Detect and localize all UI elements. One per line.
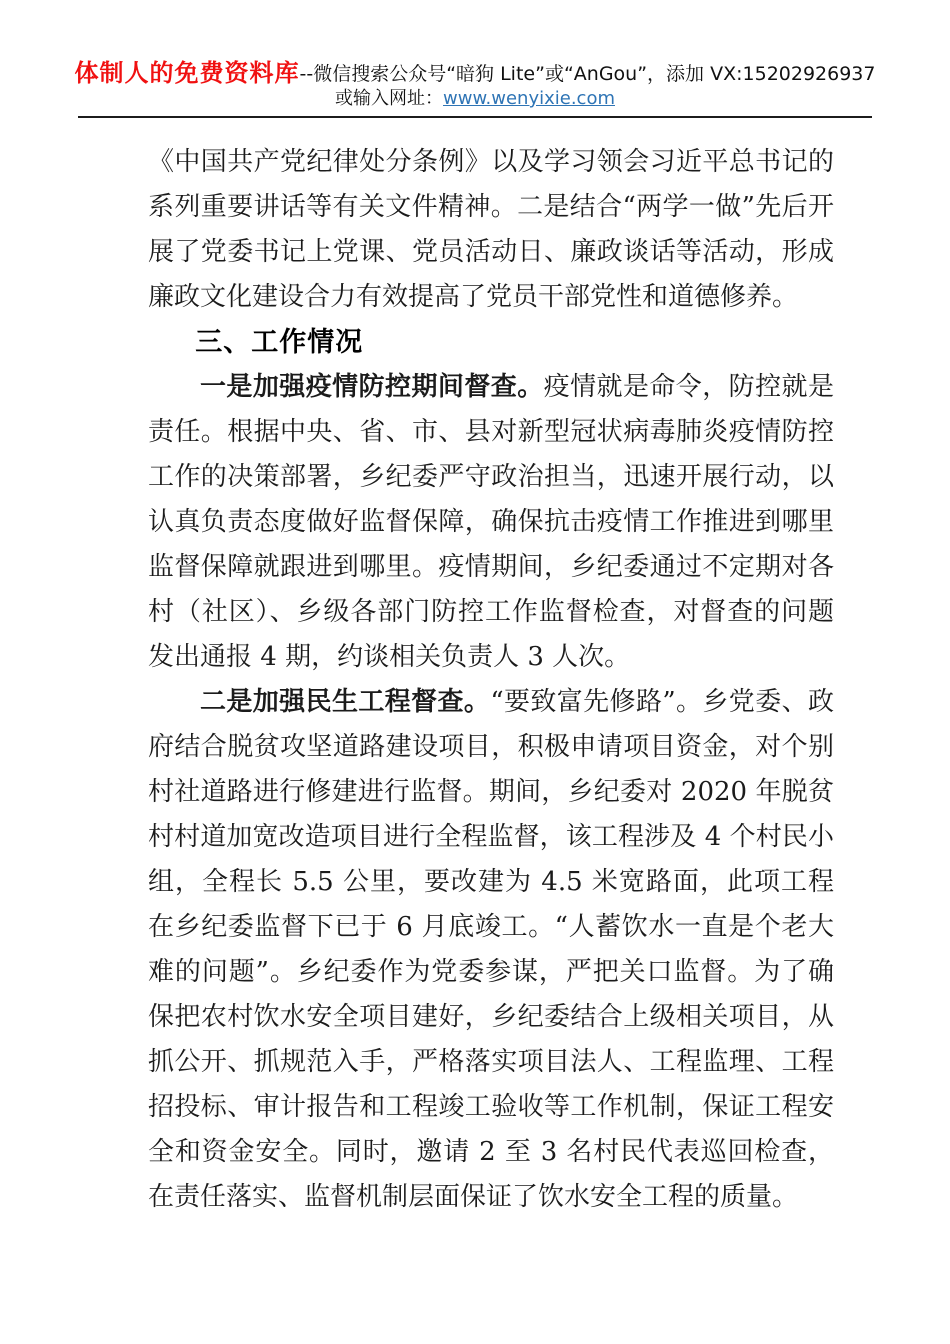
promo-header-line1: [0, 60, 950, 87]
wechat-note: --微信搜索公众号“暗狗 Lite”或“AnGou”，添加 VX:15202926937: [299, 63, 876, 85]
website-link[interactable]: www.wenyixie.com: [443, 88, 615, 109]
paragraph-lead-livelihood: 二是加强民生工程督查。: [200, 687, 491, 717]
paragraph-livelihood-supervision: [148, 680, 834, 1220]
document-body: [148, 140, 834, 1220]
brand-title: 体制人的免费资料库: [74, 59, 300, 87]
website-label: 或输入网址：: [335, 88, 443, 109]
paragraph-continuation: 《中国共产党纪律处分条例》以及学习领会习近平总书记的系列重要讲话等有关文件精神。二是结合“两学一做”先后开展了党委书记上党课、党员活动日、廉政谈话等活动，形成廉政文化建设合力有效提高了党员干部党性和道德修养。: [148, 147, 834, 312]
paragraph-text-livelihood: “要致富先修路”。乡党委、政府结合脱贫攻坚道路建设项目，积极申请项目资金，对个别村社道路进行修建进行监督。期间，乡纪委对 2020 年脱贫村村道加宽改造项目进行全程监督，该工程涉及 4 个村民小组，全程长 5.5 公里，要改建为 4.5 米宽路面，此项工程在乡纪委监督下已于 6 月底竣工。“人蓄饮水一直是个老大难的问题”。乡纪委作为党委参谋，严把关口监督。为了确保把农村饮水安全项目建好，乡纪委结合上级相关项目，从抓公开、抓规范入手，严格落实项目法人、工程监理、工程招投标、审计报告和工程竣工验收等工作机制，保证工程安全和资金安全。同时，邀请 2 至 3 名村民代表巡回检查，在责任落实、监督机制层面保证了饮水安全工程的质量。: [148, 687, 834, 1212]
promo-header: [0, 0, 950, 118]
promo-header-line2: [0, 88, 950, 110]
paragraph-text-epidemic: 疫情就是命令，防控就是责任。根据中央、省、市、县对新型冠状病毒肺炎疫情防控工作的决策部署，乡纪委严守政治担当，迅速开展行动，以认真负责态度做好监督保障，确保抗击疫情工作推进到哪里监督保障就跟进到哪里。疫情期间，乡纪委通过不定期对各村（社区）、乡级各部门防控工作监督检查，对督查的问题发出通报 4 期，约谈相关负责人 3 人次。: [148, 372, 834, 672]
paragraph-epidemic-supervision: [148, 365, 834, 680]
header-divider: [78, 116, 872, 118]
paragraph-lead-epidemic: 一是加强疫情防控期间督查。: [200, 372, 544, 402]
section-heading-work-situation: 三、工作情况: [195, 327, 364, 358]
